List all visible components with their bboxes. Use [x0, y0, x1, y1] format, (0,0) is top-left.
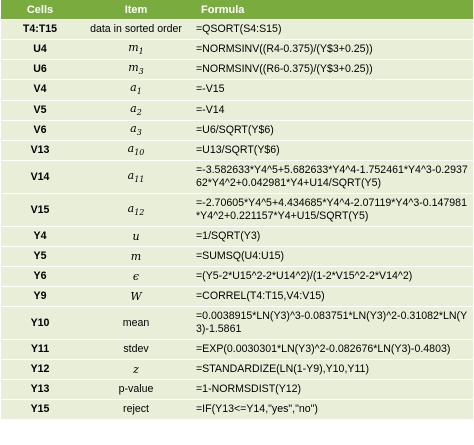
cell-reference: V14 — [1, 161, 79, 194]
table-row — [1, 80, 473, 100]
table-row — [1, 120, 473, 140]
item-label — [79, 100, 193, 120]
item-symbol: m — [128, 41, 139, 54]
item-label — [79, 80, 193, 100]
item-label — [79, 140, 193, 160]
formula-table — [1, 0, 473, 420]
item-symbol: a — [130, 101, 137, 115]
formula-text: =IF(Y13<=Y14,"yes","no") — [193, 400, 473, 420]
table-row — [1, 287, 473, 307]
cell-reference: V4 — [1, 80, 79, 100]
formula-text: =-V15 — [193, 80, 473, 100]
item-label — [79, 247, 193, 267]
item-symbol: m — [128, 61, 139, 75]
item-symbol: a — [127, 168, 135, 182]
cell-reference: Y9 — [1, 287, 79, 307]
cell-reference: V13 — [1, 140, 79, 160]
item-label — [79, 60, 193, 80]
formula-text: =-2.70605*Y4^5+4.434685*Y4^4-2.07119*Y4^3-0.147981*Y4^2+0.221157*Y4+U15/SQRT(Y5) — [193, 194, 473, 227]
formula-text: =(Y5-2*U15^2-2*U14^2)/(1-2*V15^2-2*V14^2) — [193, 267, 473, 287]
formula-text: =NORMSINV((R4-0.375)/(Y$3+0.25)) — [193, 40, 473, 60]
table-body — [1, 20, 473, 420]
item-label: mean — [79, 307, 193, 340]
table-row — [1, 161, 473, 194]
item-label — [79, 194, 193, 227]
formula-text: =QSORT(S4:S15) — [193, 20, 473, 40]
formula-text: =U6/SQRT(Y$6) — [193, 120, 473, 140]
item-label — [79, 161, 193, 194]
formula-text: =SUMSQ(U4:U15) — [193, 247, 473, 267]
item-subscript: 1 — [136, 87, 142, 97]
item-label: data in sorted order — [79, 20, 193, 40]
formula-text: =STANDARDIZE(LN(1-Y9),Y10,Y11) — [193, 360, 473, 380]
cell-reference: V5 — [1, 100, 79, 120]
item-symbol: a — [130, 81, 137, 95]
header-item: Item — [79, 0, 193, 20]
cell-reference: U4 — [1, 40, 79, 60]
cell-reference: Y12 — [1, 360, 79, 380]
cell-reference: Y4 — [1, 227, 79, 247]
cell-reference: Y13 — [1, 380, 79, 400]
item-symbol: W — [130, 290, 142, 304]
formula-text: =1-NORMSDIST(Y12) — [193, 380, 473, 400]
table-row — [1, 360, 473, 380]
table-row — [1, 20, 473, 40]
table-row — [1, 140, 473, 160]
table-row — [1, 340, 473, 360]
header-cells: Cells — [1, 0, 79, 20]
formula-text: =NORMSINV((R6-0.375)/(Y$3+0.25)) — [193, 60, 473, 80]
item-symbol: ϵ — [132, 270, 140, 284]
item-subscript: 11 — [134, 174, 145, 184]
table-row — [1, 40, 473, 60]
header-row — [1, 0, 473, 20]
cell-reference: V6 — [1, 120, 79, 140]
item-symbol: u — [132, 230, 140, 244]
table-row — [1, 380, 473, 400]
item-label — [79, 227, 193, 247]
formula-text: =U13/SQRT(Y$6) — [193, 140, 473, 160]
item-symbol: m — [130, 250, 142, 264]
item-label — [79, 120, 193, 140]
item-subscript: 2 — [136, 107, 142, 117]
cell-reference: Y10 — [1, 307, 79, 340]
item-subscript: 12 — [134, 207, 145, 217]
item-subscript: 3 — [136, 127, 142, 137]
item-symbol: a — [127, 201, 135, 215]
formula-text: =1/SQRT(Y3) — [193, 227, 473, 247]
cell-reference: V15 — [1, 194, 79, 227]
formula-text: =-3.582633*Y4^5+5.682633*Y4^4-1.752461*Y4^3-0.293762*Y4^2+0.042981*Y4+U14/SQRT(Y5) — [193, 161, 473, 194]
formula-text: =0.0038915*LN(Y3)^3-0.083751*LN(Y3)^2-0.31082*LN(Y3)-1.5861 — [193, 307, 473, 340]
formula-text: =CORREL(T4:T15,V4:V15) — [193, 287, 473, 307]
cell-reference: Y5 — [1, 247, 79, 267]
item-subscript: 10 — [134, 148, 145, 158]
formula-text: =EXP(0.0030301*LN(Y3)^2-0.082676*LN(Y3)-0.4803) — [193, 340, 473, 360]
table-row — [1, 60, 473, 80]
table-row — [1, 100, 473, 120]
table-row — [1, 247, 473, 267]
item-symbol: z — [133, 363, 139, 377]
item-label — [79, 287, 193, 307]
cell-reference: Y11 — [1, 340, 79, 360]
table-row — [1, 227, 473, 247]
item-label: reject — [79, 400, 193, 420]
cell-reference: Y15 — [1, 400, 79, 420]
item-subscript: 3 — [138, 67, 144, 77]
formula-text: =-V14 — [193, 100, 473, 120]
cell-reference: T4:T15 — [1, 20, 79, 40]
item-label — [79, 40, 193, 60]
item-subscript: 1 — [138, 47, 144, 57]
cell-reference: U6 — [1, 60, 79, 80]
header-formula: Formula — [193, 0, 473, 20]
table-row — [1, 267, 473, 287]
item-symbol: a — [130, 121, 137, 135]
table-row — [1, 194, 473, 227]
table-row — [1, 400, 473, 420]
item-symbol: a — [127, 141, 135, 155]
item-label: p-value — [79, 380, 193, 400]
table-row — [1, 307, 473, 340]
item-label — [79, 360, 193, 380]
table-header — [1, 0, 473, 20]
cell-reference: Y6 — [1, 267, 79, 287]
item-label: stdev — [79, 340, 193, 360]
item-label — [79, 267, 193, 287]
